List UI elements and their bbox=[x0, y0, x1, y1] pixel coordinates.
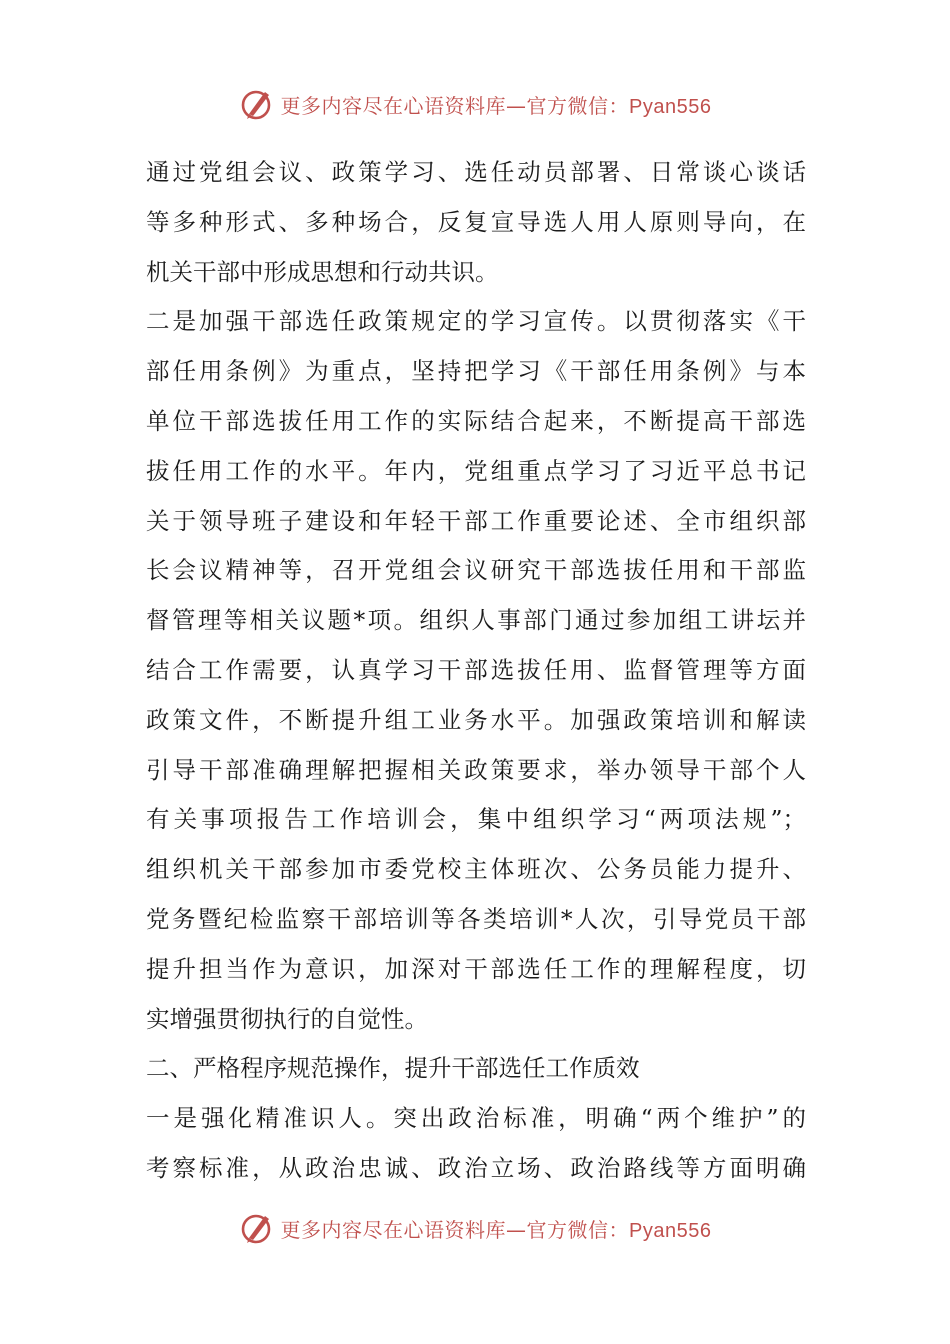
text-line: 党务暨纪检监察干部培训等各类培训*人次，引导党员干部 bbox=[146, 904, 806, 933]
text-line: 关于领导班子建设和年轻干部工作重要论述、全市组织部 bbox=[146, 506, 806, 535]
text-line: 引导干部准确理解把握相关政策要求，举办领导干部个人 bbox=[146, 755, 806, 784]
text-line: 有关事项报告工作培训会，集中组织学习“两项法规”； bbox=[146, 805, 806, 834]
text-line: 二、严格程序规范操作，提升干部选任工作质效 bbox=[146, 1054, 640, 1083]
footer-watermark bbox=[0, 1208, 950, 1248]
watermark-text: 更多内容尽在心语资料库—官方微信：Pyan556 bbox=[280, 1217, 712, 1242]
header-watermark bbox=[0, 84, 950, 124]
text-line: 单位干部选拔任用工作的实际结合起来，不断提高干部选 bbox=[146, 406, 806, 435]
text-line: 结合工作需要，认真学习干部选拔任用、监督管理等方面 bbox=[146, 655, 806, 684]
text-line: 部任用条例》为重点，坚持把学习《干部任用条例》与本 bbox=[146, 357, 806, 386]
text-line: 政策文件，不断提升组工业务水平。加强政策培训和解读 bbox=[146, 705, 806, 734]
text-line: 等多种形式、多种场合，反复宣导选人用人原则导向，在 bbox=[146, 207, 806, 236]
text-line: 实增强贯彻执行的自觉性。 bbox=[146, 1004, 428, 1033]
document-body bbox=[146, 148, 806, 1194]
pen-circle-logo-icon bbox=[239, 86, 275, 122]
text-line: 考察标准，从政治忠诚、政治立场、政治路线等方面明确 bbox=[146, 1153, 806, 1182]
text-line: 一是强化精准识人。突出政治标准，明确“两个维护”的 bbox=[146, 1104, 806, 1133]
text-line: 拔任用工作的水平。年内，党组重点学习了习近平总书记 bbox=[146, 456, 806, 485]
pen-circle-logo-icon bbox=[239, 1210, 275, 1246]
text-line: 通过党组会议、政策学习、选任动员部署、日常谈心谈话 bbox=[146, 158, 806, 186]
watermark-text: 更多内容尽在心语资料库—官方微信：Pyan556 bbox=[280, 93, 712, 118]
text-line: 机关干部中形成思想和行动共识。 bbox=[146, 257, 499, 286]
text-line: 长会议精神等，召开党组会议研究干部选拔任用和干部监 bbox=[146, 556, 806, 585]
text-line: 二是加强干部选任政策规定的学习宣传。以贯彻落实《干 bbox=[146, 307, 806, 336]
text-line: 组织机关干部参加市委党校主体班次、公务员能力提升、 bbox=[146, 855, 806, 884]
text-line: 提升担当作为意识，加深对干部选任工作的理解程度，切 bbox=[146, 954, 806, 983]
text-line: 督管理等相关议题*项。组织人事部门通过参加组工讲坛并 bbox=[146, 606, 806, 635]
